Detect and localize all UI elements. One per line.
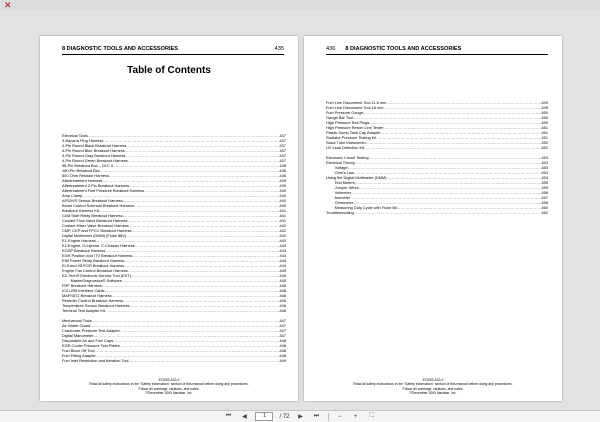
header-title: 8 DIAGNOSTIC TOOLS AND ACCESSORIES [345, 45, 462, 52]
toc-entry-title: Slack Tube Manometer [326, 140, 367, 145]
header-rule [326, 54, 548, 55]
toc-entry-title: Electrical Tools [62, 133, 88, 138]
toc-entry-page: 439 [279, 178, 286, 183]
toc-entry-title: Mechanical Tools [62, 318, 92, 323]
toc-entry-title: Digital Multimeter (DMM) (Fluke 88V) [62, 233, 127, 238]
toc-entry-title: 4-Pin Round Black Breakout Harness [62, 143, 127, 148]
toc-entry-page: 437 [279, 138, 286, 143]
toc-entry-page: 449 [279, 358, 286, 363]
toc-entry-page: 437 [279, 153, 286, 158]
toc-entry-title: Troubleshooting [326, 210, 354, 215]
toc-entry-title: Fuel Block Off Tool [62, 348, 95, 353]
page-number-input[interactable]: 1 [255, 412, 273, 421]
toc-entry-page: 442 [279, 228, 286, 233]
toc-entry-page: 443 [279, 253, 286, 258]
toc-entry-title: UV Leak Detection Kit [326, 145, 365, 150]
footer-line: ©December 2009 Navistar, Inc. [145, 390, 193, 395]
toc-entry-page: 448 [279, 338, 286, 343]
toc-entry-title: Amp Clamp [62, 193, 83, 198]
toc-entry-title: Using the Digital Multimeter (DMM) [326, 175, 387, 180]
toc-entry-title: IC4 USB Interface Cable [62, 288, 105, 293]
header-title: 8 DIAGNOSTIC TOOLS AND ACCESSORIES [62, 45, 179, 52]
toc-entry-page: 450 [541, 120, 548, 125]
toc-entry-title: Electronic Circuit Testing [326, 155, 369, 160]
pdf-page-435 [40, 36, 298, 401]
toc-entry-title: Ammeter [326, 195, 351, 200]
footer-line: Follow all warnings, cautions, and notes. [402, 386, 464, 391]
toc-entry-page: 448 [279, 353, 286, 358]
toc-entry-page: 440 [279, 203, 286, 208]
toc-entry-title: Boost Control Solenoid Breakout Harness [62, 203, 135, 208]
toc-entry-title: 3-Banana Plug Harness [62, 138, 104, 143]
footer-line: Follow all warnings, cautions, and notes. [138, 386, 200, 391]
toc-entry-page: 462 [541, 210, 548, 215]
zoom-in-icon[interactable]: + [353, 413, 358, 420]
toc-entry-page: 455 [541, 180, 548, 185]
toc-entry-page: 453 [541, 165, 548, 170]
toc-entry-page: 438 [279, 168, 286, 173]
toc-entry-title: Terminal Test Adapter Kit [62, 308, 105, 313]
footer-code: EOS03-420-2 [422, 378, 444, 383]
toc-entry-page: 451 [541, 130, 548, 135]
toc-entry-title: Aftertreatment 2-Pin Breakout Harness [62, 183, 130, 188]
toc-entry-page: 453 [541, 155, 548, 160]
page-footer [314, 378, 552, 395]
toc-title: Table of Contents [127, 65, 211, 76]
toc-entry-title: Jumper Wires [326, 185, 359, 190]
toc-entry-page: 445 [279, 268, 286, 273]
toc-entry-page: 450 [541, 115, 548, 120]
toc-entry-page: 447 [279, 318, 286, 323]
footer-code: EOS03-420-2 [158, 378, 180, 383]
toc-entry-title: Fuel Line Disconnect Tool 16 mm [326, 105, 384, 110]
toc-entry-page: 444 [279, 258, 286, 263]
toc-entry-title: Disposable Air and Fuel Caps [62, 338, 114, 343]
pdf-toolbar [0, 410, 600, 422]
first-page-icon[interactable]: ⏮ [225, 413, 232, 419]
toc-entry-title: Digital Manometer [62, 333, 94, 338]
prev-page-icon[interactable]: ◀ [242, 414, 247, 420]
toc-entry-title: 4-Pin Round Gray Breakout Harness [62, 153, 126, 158]
toc-entry-page: 439 [279, 183, 286, 188]
toc-entry-title: E2-Engine, D-Injector, C-Chassis Harness [62, 243, 135, 248]
toc-entry-page: 453 [541, 160, 548, 165]
toc-entry-title: Test Meters [326, 180, 355, 185]
toc-entry-page: 441 [279, 208, 286, 213]
toc-entry-page: 450 [541, 110, 548, 115]
toc-entry-title: Plastic Sump Tank Cap Adapter [326, 130, 381, 135]
toc-entry-page: 443 [279, 243, 286, 248]
toc-list-right [326, 100, 548, 215]
toc-entry-page: 447 [279, 328, 286, 333]
toc-entry-title: CMP, CKP and FPCV Breakout Harness [62, 228, 132, 233]
page-footer [50, 378, 288, 395]
toc-entry-title: Fuel Inlet Restriction and Aeration Tool [62, 358, 129, 363]
toc-entry-title: Temperature Sensor Breakout Harness [62, 303, 130, 308]
toc-entry-title: Radiator Pressure Testing Kit [326, 135, 377, 140]
toc-entry-page: 446 [279, 298, 286, 303]
toc-entry-page: 443 [279, 248, 286, 253]
toc-entry[interactable] [62, 308, 286, 313]
toc-entry-page: 447 [279, 323, 286, 328]
toc-entry-page: 441 [279, 218, 286, 223]
toc-entry-title: Fuel Line Disconnect Tool 11.8 mm [326, 100, 387, 105]
toc-entry-title: 4-Pin Round Blue Breakout Harness [62, 148, 125, 153]
toc-entry-page: 451 [541, 125, 548, 130]
toc-entry-page: 449 [541, 100, 548, 105]
toc-entry-page: 460 [541, 205, 548, 210]
toc-entry-page: 446 [279, 303, 286, 308]
toc-entry-title: Fuel Pressure Gauge [326, 110, 363, 115]
toc-entry[interactable] [326, 145, 548, 150]
toc-entry-title: E1-Engine Harness [62, 238, 96, 243]
page-total: / 72 [279, 413, 290, 420]
toc-entry-title: APS/IVS Sensor Breakout Harness [62, 198, 123, 203]
close-icon[interactable]: ✕ [4, 0, 12, 10]
toc-entry-page: 457 [541, 195, 548, 200]
toc-entry-title: EL5 and V8 EGR Breakout Harness [62, 263, 125, 268]
toc-entry-title: Measuring Duty Cycle with Fluke 88 [326, 205, 397, 210]
toc-entry-title: Electrical Theory [326, 160, 355, 165]
toc-entry-title: 500 Ohm Resistor Harness [62, 173, 109, 178]
toc-entry-title: EGR Position and ITV Breakout Harness [62, 253, 133, 258]
toc-entry-title: 4-Pin Round Green Breakout Harness [62, 158, 128, 163]
toc-entry-page: 452 [541, 140, 548, 145]
toc-entry-page: 448 [279, 343, 286, 348]
toc-entry-page: 455 [541, 185, 548, 190]
toc-entry-page: 437 [279, 133, 286, 138]
toc-entry-page: 437 [279, 143, 286, 148]
toc-entry-page: 437 [279, 158, 286, 163]
toc-entry-page: 453 [541, 170, 548, 175]
toc-entry-title: Ohm's Law [326, 170, 354, 175]
next-page-icon[interactable]: ▶ [298, 414, 303, 420]
footer-line: ©December 2009 Navistar, Inc. [409, 390, 457, 395]
toc-entry-title: Crankcase Pressure Test Adapter [62, 328, 120, 333]
toc-entry-page: 443 [279, 238, 286, 243]
toc-entry-page: 446 [279, 308, 286, 313]
footer-line: Read all safety instructions in the "Safety Information" section of this manual before doing any procedures. [353, 382, 513, 387]
toc-entry-title: FRP Breakout Harness [62, 283, 102, 288]
toc-entry-page: 440 [279, 188, 286, 193]
toc-leader-dots [354, 210, 542, 215]
toc-entry-title: Aftertreatment Harness [62, 178, 103, 183]
toc-entry-page: 438 [279, 173, 286, 178]
toc-entry-title: Engine Fan Control Breakout Harness [62, 268, 128, 273]
toc-entry-page: 442 [279, 223, 286, 228]
toc-entry[interactable] [326, 210, 548, 215]
toc-entry-page: 442 [279, 233, 286, 238]
toc-entry-page: 447 [279, 333, 286, 338]
footer-line: Read all safety instructions in the "Safety Information" section of this manual before doing any procedures. [89, 382, 249, 387]
toc-entry-page: 446 [279, 288, 286, 293]
toc-entry-title: Voltmeter [326, 190, 352, 195]
last-page-icon[interactable]: ⏭ [313, 413, 320, 419]
toc-entry-title: MAP/IAT2 Breakout Harness [62, 293, 112, 298]
toc-entry-title: Coolant Mixer Valve Breakout Harness [62, 223, 129, 228]
toc-entry-title: MasterDiagnostics® Software [62, 278, 122, 283]
toc-entry-title: Retarder Control Breakout Harness [62, 298, 123, 303]
toc-entry-title: Coolant Flow Valve Breakout Harness [62, 218, 128, 223]
toc-entry-title: Cold Start Relay Breakout Harness [62, 213, 123, 218]
toc-entry-page: 441 [279, 213, 286, 218]
toc-entry-page: 456 [541, 190, 548, 195]
toc-entry-page: 440 [279, 193, 286, 198]
page-header [326, 44, 548, 53]
toc-entry-page: 440 [279, 198, 286, 203]
viewer-top-bar [0, 0, 600, 10]
toc-leader-dots [364, 145, 541, 150]
toc-entry-page: 452 [541, 145, 548, 150]
toc-entry-page: 458 [541, 200, 548, 205]
toc-entry-title: Voltage [326, 165, 348, 170]
toc-entry-page: 451 [541, 135, 548, 140]
header-page-number: 435 [274, 45, 284, 52]
toc-entry-page: 445 [279, 278, 286, 283]
toc-entry-page: 449 [541, 105, 548, 110]
toc-entry-title: Aftertreatment Fuel Pressure Breakout Harness [62, 188, 145, 193]
page-header [62, 44, 284, 53]
toc-entry-page: 445 [279, 283, 286, 288]
toc-entry-page: 454 [541, 175, 548, 180]
toc-list-left [62, 133, 286, 363]
toc-entry-title: EIM Power Relay Breakout Harness [62, 258, 125, 263]
toc-entry-title: Gauge Bar Tool [326, 115, 353, 120]
pdf-page-436 [304, 36, 562, 401]
zoom-out-icon[interactable]: − [337, 413, 342, 420]
toc-entry-title: High Pressure Rail Plugs [326, 120, 370, 125]
toc-leader-dots [105, 308, 280, 313]
toc-entry-page: 437 [279, 148, 286, 153]
toc-entry-title: Fuel Fitting Adapter [62, 353, 96, 358]
toc-leader-dots [129, 358, 280, 363]
toc-entry-title: Ohmmeter [326, 200, 354, 205]
toc-entry-page: 438 [279, 163, 286, 168]
toc-entry-page: 448 [279, 348, 286, 353]
toc-entry-title: EGR Cooler Pressure Test Plates [62, 343, 120, 348]
toc-entry-title: 180-Pin Breakout Box [62, 168, 100, 173]
toc-entry-title: EZ-Tech® Electronic Service Tool (EST) [62, 273, 131, 278]
toc-entry-page: 445 [279, 273, 286, 278]
fullscreen-icon[interactable]: ⛶ [369, 413, 374, 419]
toc-entry-title: Air Intake Guard [62, 323, 91, 328]
toc-entry-page: 446 [279, 293, 286, 298]
toolbar-divider [328, 413, 329, 421]
header-page-number: 436 [326, 45, 336, 52]
header-rule [62, 54, 284, 55]
toc-entry-title: EGDP Breakout Harness [62, 248, 106, 253]
toc-entry[interactable] [62, 358, 286, 363]
toc-entry-title: High Pressure Return Line Tester [326, 125, 384, 130]
toc-entry-title: Breakout Harness Kit [62, 208, 99, 213]
toc-entry-title: 96-Pin Breakout Box – DLC II [62, 163, 114, 168]
toc-entry-page: 444 [279, 263, 286, 268]
